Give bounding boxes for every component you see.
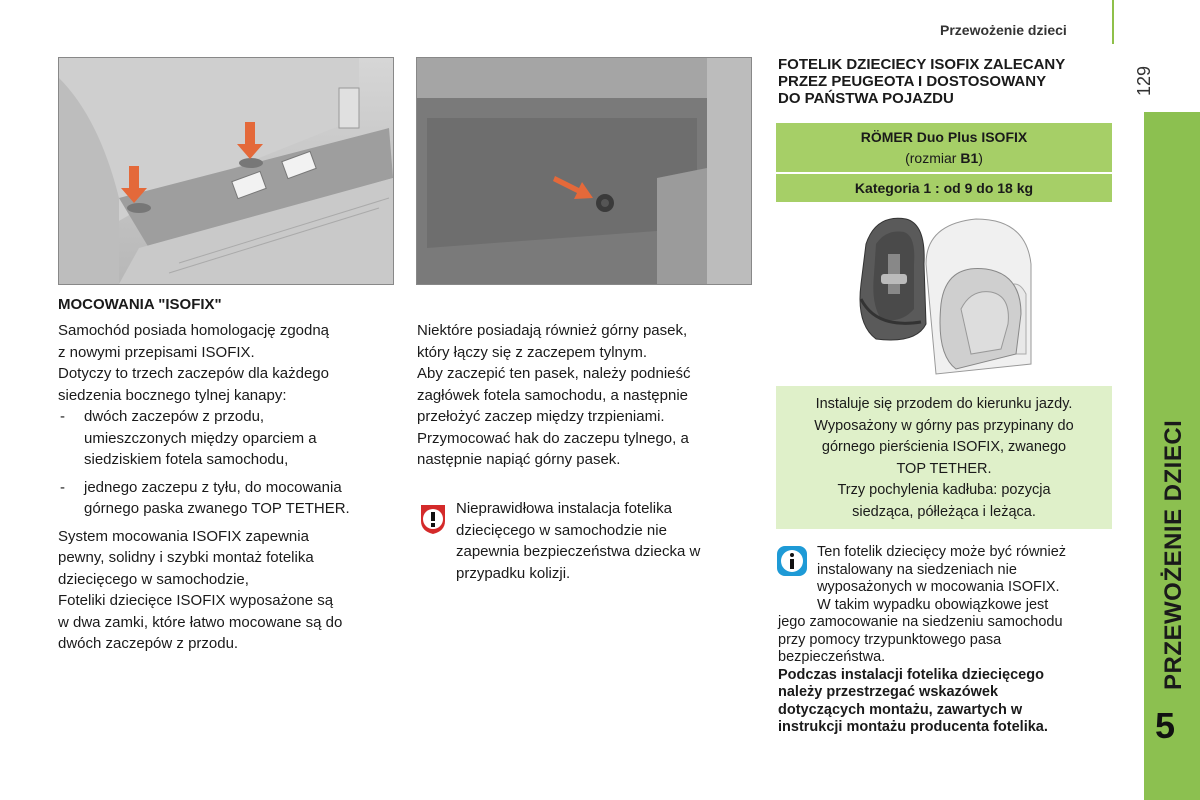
warning-icon (417, 503, 449, 535)
warning-text: Nieprawidłowa instalacja fotelika dziecięcego w samochodzie nie zapewnia bezpieczeństwa dziecka w przypadku kolizji. (456, 500, 701, 582)
anchor-list (58, 406, 398, 520)
seat-name-cell: RÖMER Duo Plus ISOFIX (rozmiar B1) (776, 123, 1112, 172)
section-title: Przewożenie dzieci (940, 22, 1067, 38)
isofix-anchors-photo (58, 57, 394, 285)
category-cell: Kategoria 1 : od 9 do 18 kg (776, 174, 1112, 202)
intro-line: Dotyczy to trzech zaczepów dla każdego (58, 365, 329, 382)
top-tether-anchor-photo (416, 57, 752, 285)
isofix-system-paragraph: System mocowania ISOFIX zapewnia pewny, solidny i szybki montaż fotelika dziecięcego w samochodzie, Foteliki dziecięce ISOFIX wyposażone są w dwa zamki, które łatwo mocowane są do dwóch zaczepów z przodu. (58, 527, 343, 652)
info-icon (776, 545, 808, 577)
isofix-heading: MOCOWANIA "ISOFIX" (58, 296, 222, 313)
intro-line: z nowymi przepisami ISOFIX. (58, 343, 255, 361)
list-item: - jednego zaczepu z tyłu, do mocowania górnego paska zwanego TOP TETHER. (60, 478, 350, 517)
info-text-indented: Ten fotelik dziecięcy może być również instalowany na siedzeniach nie wyposażonych w mocowania ISOFIX. W takim wypadku obowiązkowe jest (817, 544, 1067, 613)
isofix-intro (58, 320, 398, 655)
top-tether-paragraph: Niektóre posiadają również górny pasek, który łączy się z zaczepem tylnym. Aby zaczepić ten pasek, należy podnieść zagłówek fotela samochodu, a następnie przełożyć zaczep między trzpieniami. Przymocować hak do zaczepu tylnego, a następnie napiąć górny pasek. (417, 322, 691, 468)
page-number: 129 (1134, 65, 1154, 96)
chapter-number: 5 (1155, 705, 1176, 746)
seat-description: Instaluje się przodem do kierunku jazdy. Wyposażony w górny pas przypinany do górnego pierścienia ISOFIX, zwanego TOP TETHER. Trzy pochylenia kadłuba: pozycja siedząca, półleżąca i leżąca. (776, 386, 1112, 529)
recommended-seat-heading: FOTELIK DZIECIECY ISOFIX ZALECANY PRZEZ PEUGEOTA I DOSTOSOWANY DO PAŃSTWA POJAZDU (778, 56, 1066, 107)
intro-line: siedzenia bocznego tylnej kanapy: (58, 386, 287, 404)
intro-line: Samochód posiada homologację zgodną (58, 322, 330, 339)
chapter-tab-label: PRZEWOŻENIE DZIECI (1160, 419, 1187, 690)
header-divider (1112, 0, 1114, 44)
info-text-continued: jego zamocowanie na siedzeniu samochodu przy pomocy trzypunktowego pasa bezpieczeństwa. Podczas instalacji fotelika dziecięcego należy przestrzegać wskazówek dotyczących montażu, zawartych w instrukcji montażu producenta fotelika. (778, 614, 1063, 735)
child-seat-illustration (776, 204, 1112, 384)
list-item: - dwóch zaczepów z przodu, umieszczonych między oparciem a siedziskiem fotela samochodu, (60, 408, 317, 468)
